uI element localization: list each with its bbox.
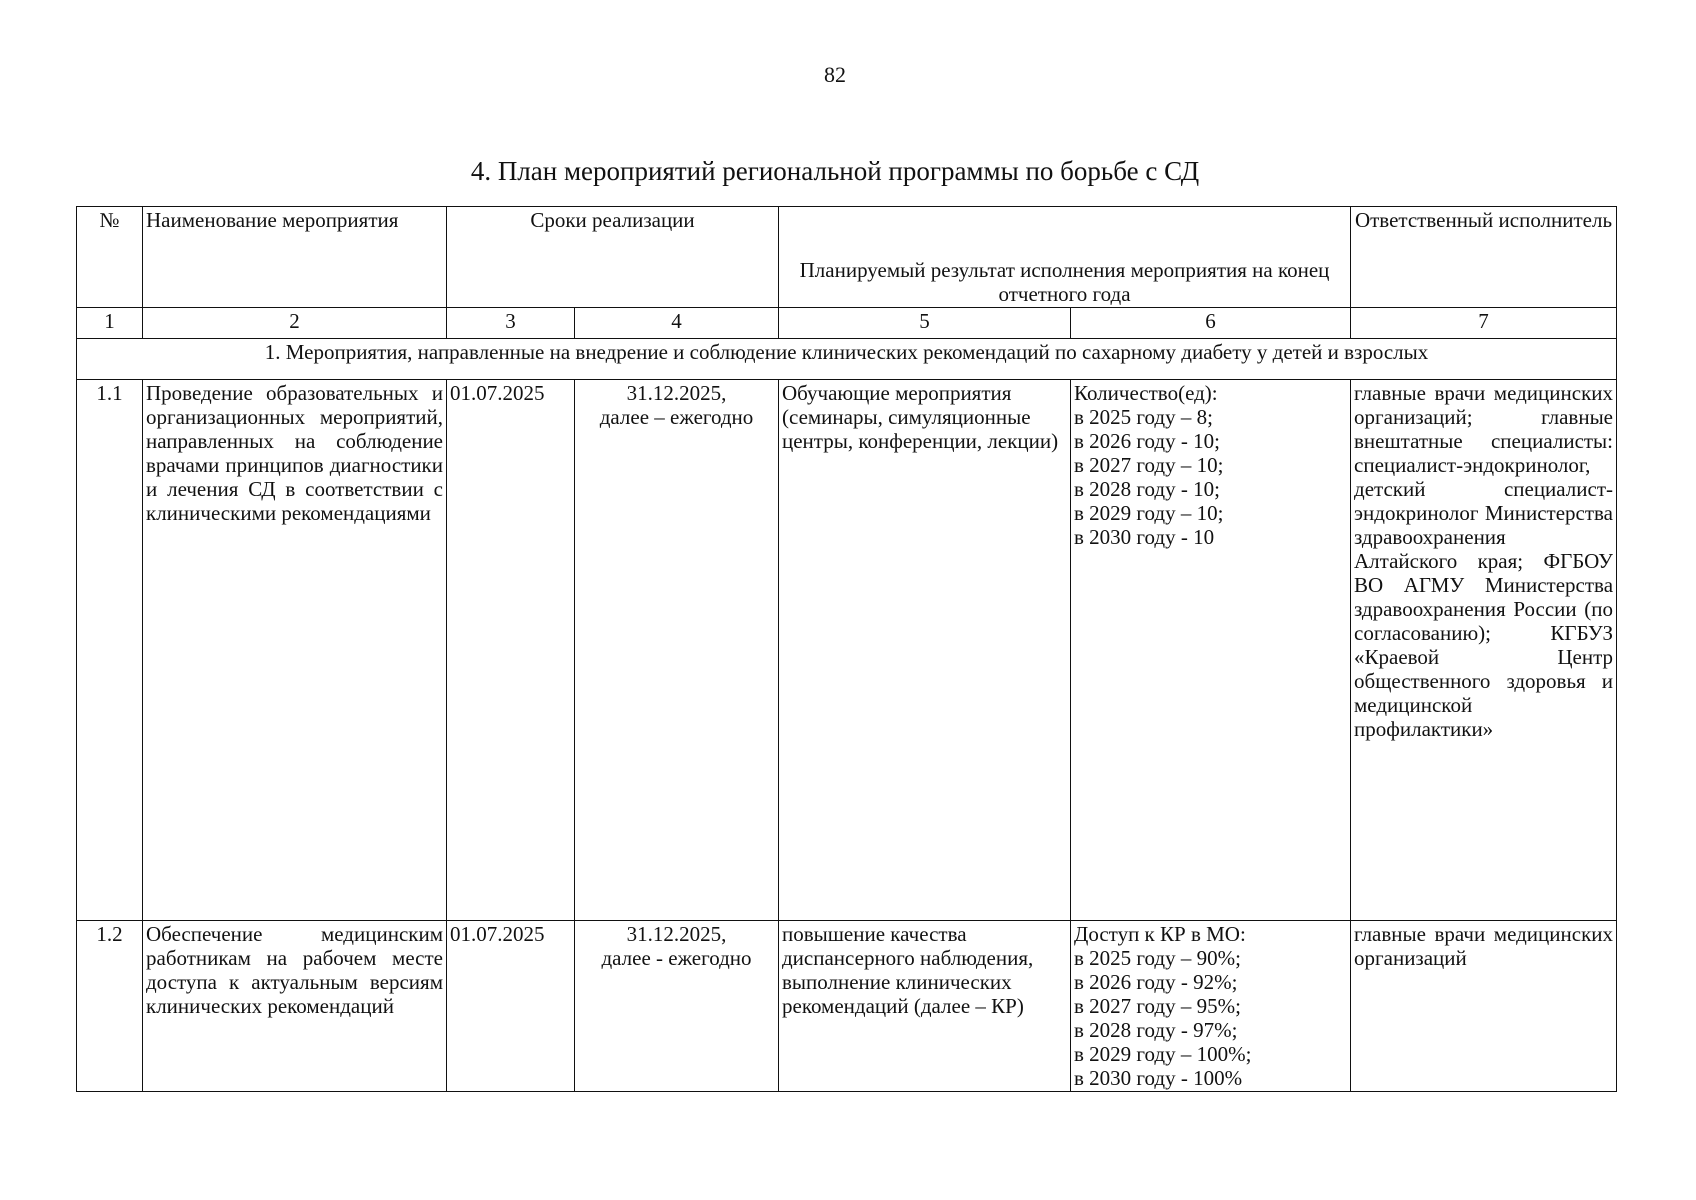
activity-name: Проведение образовательных и организационных мероприятий, направленных на соблюдение врачами принципов диагностики и лечения СД в соответствии с клиническими рекомендациями xyxy=(143,380,447,921)
section-heading: 1. Мероприятия, направленные на внедрение и соблюдение клинических рекомендаций по сахарному диабету у детей и взрослых xyxy=(77,339,1617,380)
column-number: 3 xyxy=(447,308,575,339)
header-result: Планируемый результат исполнения мероприятия на конец отчетного года xyxy=(779,207,1351,308)
section-row xyxy=(77,339,1617,380)
end-date: 31.12.2025, далее - ежегодно xyxy=(575,921,779,1092)
header-number: № xyxy=(77,207,143,308)
header-row xyxy=(77,207,1617,308)
header-name: Наименование мероприятия xyxy=(143,207,447,308)
table-row xyxy=(77,380,1617,921)
column-number: 6 xyxy=(1071,308,1351,339)
planned-result: повышение качества диспансерного наблюдения, выполнение клинических рекомендаций (далее – КР) xyxy=(779,921,1071,1092)
header-terms: Сроки реализации xyxy=(447,207,779,308)
responsible-executor: главные врачи медицинских организаций; главные внештатные специалисты: специалист-эндокринолог, детский специалист-эндокринолог Министерства здравоохранения Алтайского края; ФГБОУ ВО АГМУ Министерства здравоохранения России (по согласованию); КГБУЗ «Краевой Центр общественного здоровья и медицинской профилактики» xyxy=(1351,380,1617,921)
start-date: 01.07.2025 xyxy=(447,921,575,1092)
column-number: 7 xyxy=(1351,308,1617,339)
row-number: 1.2 xyxy=(77,921,143,1092)
result-indicator: Количество(ед): в 2025 году – 8; в 2026 году - 10; в 2027 году – 10; в 2028 году - 10; в 2029 году – 10; в 2030 году - 10 xyxy=(1071,380,1351,921)
column-number: 5 xyxy=(779,308,1071,339)
document-title: 4. План мероприятий региональной программы по борьбе с СД xyxy=(470,156,1200,186)
result-indicator: Доступ к КР в МО: в 2025 году – 90%; в 2026 году - 92%; в 2027 году – 95%; в 2028 году - 97%; в 2029 году – 100%; в 2030 году - 100% xyxy=(1071,921,1351,1092)
responsible-executor: главные врачи медицинских организаций xyxy=(1351,921,1617,1092)
header-responsible: Ответственный исполнитель xyxy=(1351,207,1617,308)
plan-table xyxy=(76,206,1617,1092)
column-number: 1 xyxy=(77,308,143,339)
activity-name: Обеспечение медицинским работникам на рабочем месте доступа к актуальным версиям клинических рекомендаций xyxy=(143,921,447,1092)
column-number: 2 xyxy=(143,308,447,339)
end-date: 31.12.2025, далее – ежегодно xyxy=(575,380,779,921)
column-number-row xyxy=(77,308,1617,339)
table-row xyxy=(77,921,1617,1092)
page-number: 82 xyxy=(824,62,846,87)
column-number: 4 xyxy=(575,308,779,339)
planned-result: Обучающие мероприятия (семинары, симуляционные центры, конференции, лекции) xyxy=(779,380,1071,921)
start-date: 01.07.2025 xyxy=(447,380,575,921)
row-number: 1.1 xyxy=(77,380,143,921)
